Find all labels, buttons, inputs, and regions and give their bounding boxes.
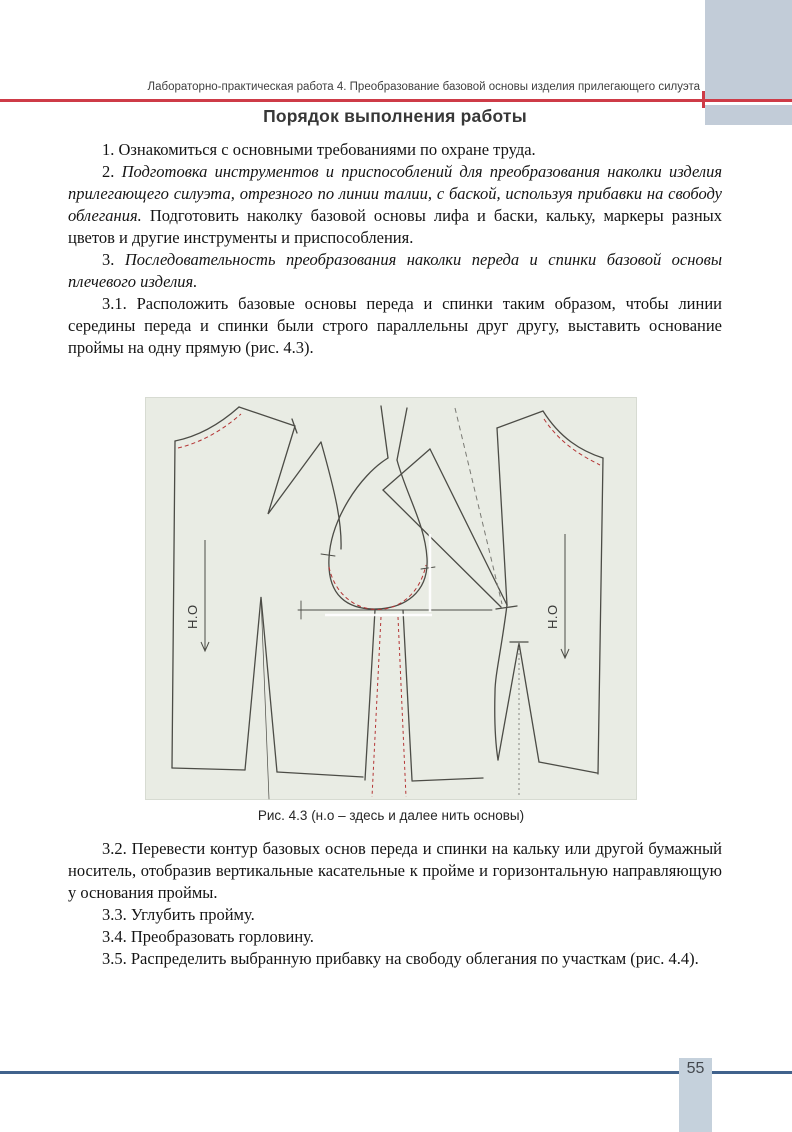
header-rule <box>0 99 792 102</box>
paragraph: 3.5. Распределить выбранную прибавку на свободу облегания по участкам (рис. 4.4). <box>102 949 699 968</box>
paragraph: 3. Последовательность преобразования наколки переда и спинки базовой основы плечевого изделия. <box>68 250 723 291</box>
grain-line-right <box>545 534 569 658</box>
paragraph: 1. Ознакомиться с основными требованиями по охране труда. <box>102 140 536 159</box>
paragraph: 2. Подготовка инструментов и приспособлений для преобразования наколки изделия прилегающего силуэта, отрезного по линии талии, с баской, используя прибавки на свободу облегания. Подготовить наколку базовой основы лифа и баски, кальку, маркеры разных цветов и другие инструменты и приспособления. <box>68 162 722 247</box>
paragraph: 3.4. Преобразовать горловину. <box>102 927 314 946</box>
grain-label-right: Н.О <box>545 604 560 629</box>
grain-label-left: Н.О <box>185 604 200 629</box>
paragraph: 3.1. Расположить базовые основы переда и спинки таким образом, чтобы линии середины переда и спинки были строго параллельны друг другу, выставить основание проймы на одну прямую (рис. 4.3). <box>68 294 722 357</box>
body-text-lower <box>68 838 722 970</box>
page-number: 55 <box>686 1060 705 1077</box>
body-text-upper <box>68 139 722 359</box>
footer-rule <box>0 1071 792 1074</box>
grain-line-left <box>185 540 209 651</box>
paragraph: 3.3. Углубить пройму. <box>102 905 255 924</box>
page-title: Порядок выполнения работы <box>263 106 527 126</box>
running-header: Лабораторно-практическая работа 4. Преобразование базовой основы изделия прилегающего силуэта <box>147 81 700 93</box>
figure-caption: Рис. 4.3 (н.о – здесь и далее нить основы) <box>257 808 525 823</box>
page-number-tab <box>679 1058 712 1132</box>
dashed-construction-lines <box>455 408 519 797</box>
corner-box-white-stripe <box>705 102 792 105</box>
paragraph: 3.2. Перевести контур базовых основ переда и спинки на кальку или другой бумажный носитель, отобразив вертикальные касательные к пройме и горизонтальную направляющую у основания проймы. <box>68 839 722 902</box>
pattern-outlines <box>172 406 603 799</box>
figure-4-3 <box>145 397 637 800</box>
pattern-diagram <box>145 397 637 800</box>
red-dashed-lines <box>178 414 600 797</box>
